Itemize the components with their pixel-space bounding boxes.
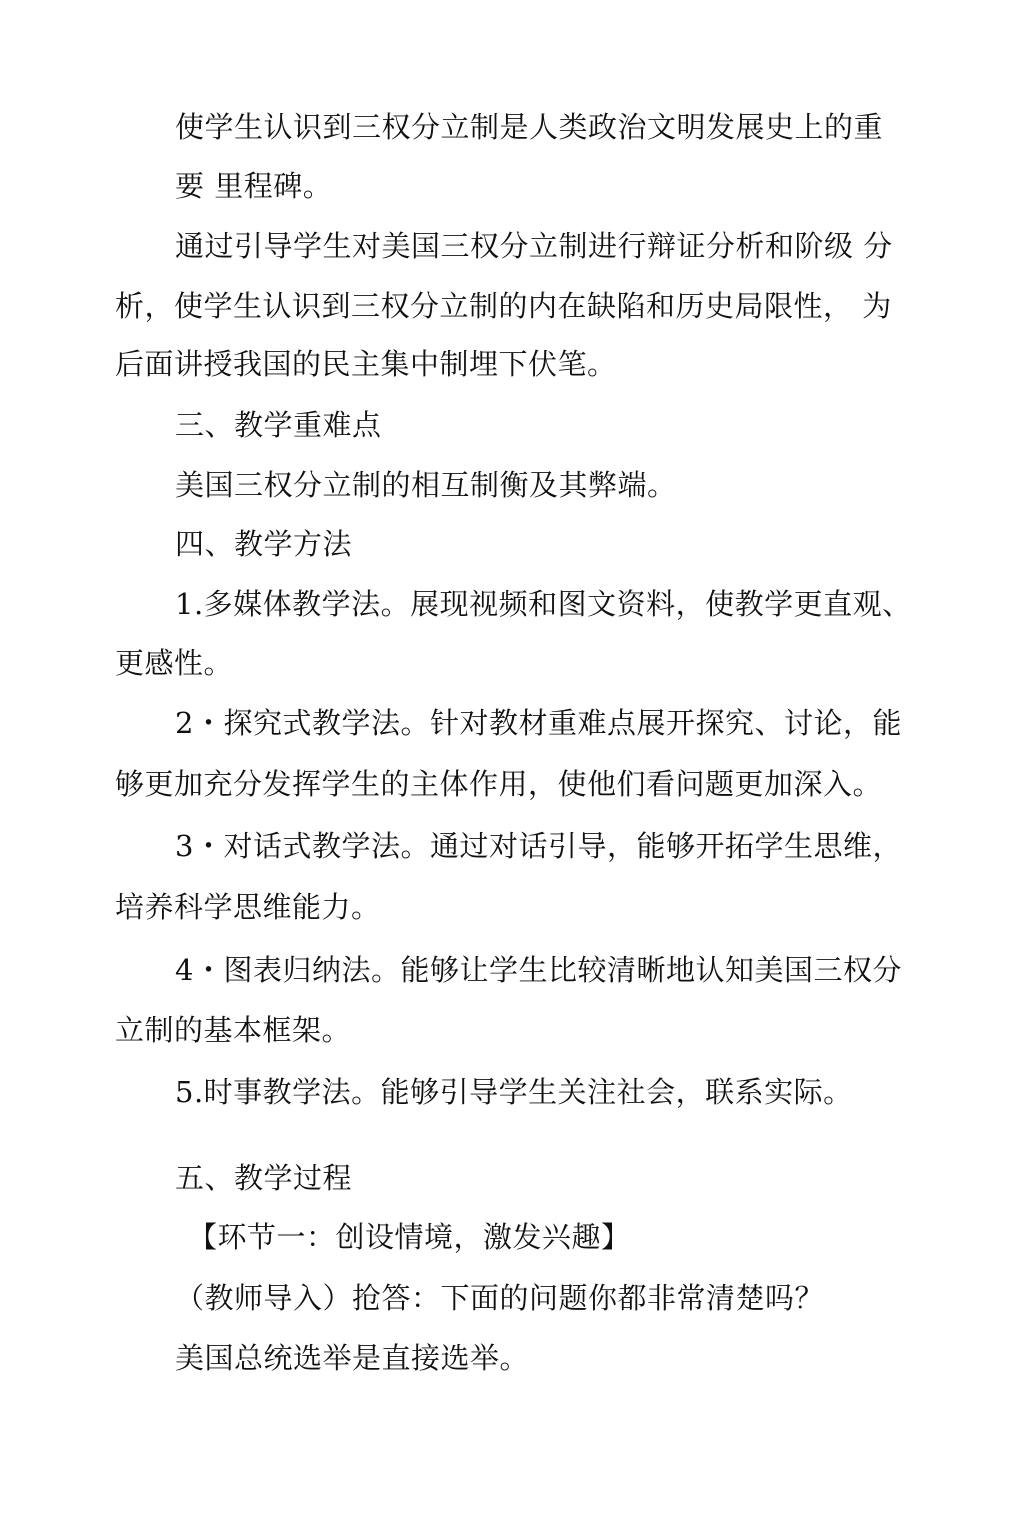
paragraph-line: 3・对话式教学法。通过对话引导，能够开拓学生思维， (175, 829, 902, 863)
paragraph-line: 更感性。 (115, 646, 234, 680)
paragraph-line: 美国总统选举是直接选举。 (175, 1341, 530, 1375)
section-heading: 四、教学方法 (175, 527, 353, 561)
section-heading: 五、教学过程 (175, 1161, 353, 1195)
paragraph-line: 1.多媒体教学法。展现视频和图文资料，使教学更直观、 (175, 587, 912, 621)
paragraph-line: （教师导入）抢答：下面的问题你都非常清楚吗？ (175, 1281, 825, 1315)
paragraph-line: 美国三权分立制的相互制衡及其弊端。 (175, 468, 677, 502)
section-heading: 三、教学重难点 (175, 408, 382, 442)
paragraph-line: 立制的基本框架。 (115, 1013, 352, 1047)
paragraph-line: 2・探究式教学法。针对教材重难点展开探究、讨论，能 (175, 706, 902, 740)
paragraph-line: 析，使学生认识到三权分立制的内在缺陷和历史局限性， 为 (115, 289, 892, 323)
paragraph-line: 4・图表归纳法。能够让学生比较清晰地认知美国三权分 (175, 953, 902, 987)
paragraph-line: 要 里程碑。 (175, 169, 333, 203)
paragraph-line: 后面讲授我国的民主集中制埋下伏笔。 (115, 347, 617, 381)
subsection-heading: 【环节一：创设情境，激发兴趣】 (188, 1220, 631, 1254)
paragraph-line: 5.时事教学法。能够引导学生关注社会，联系实际。 (175, 1075, 853, 1109)
paragraph-line: 够更加充分发挥学生的主体作用，使他们看问题更加深入。 (115, 767, 883, 801)
paragraph-line: 培养科学思维能力。 (115, 890, 381, 924)
paragraph-line: 通过引导学生对美国三权分立制进行辩证分析和阶级 分 (175, 229, 893, 263)
paragraph-line: 使学生认识到三权分立制是人类政治文明发展史上的重 (175, 110, 884, 144)
